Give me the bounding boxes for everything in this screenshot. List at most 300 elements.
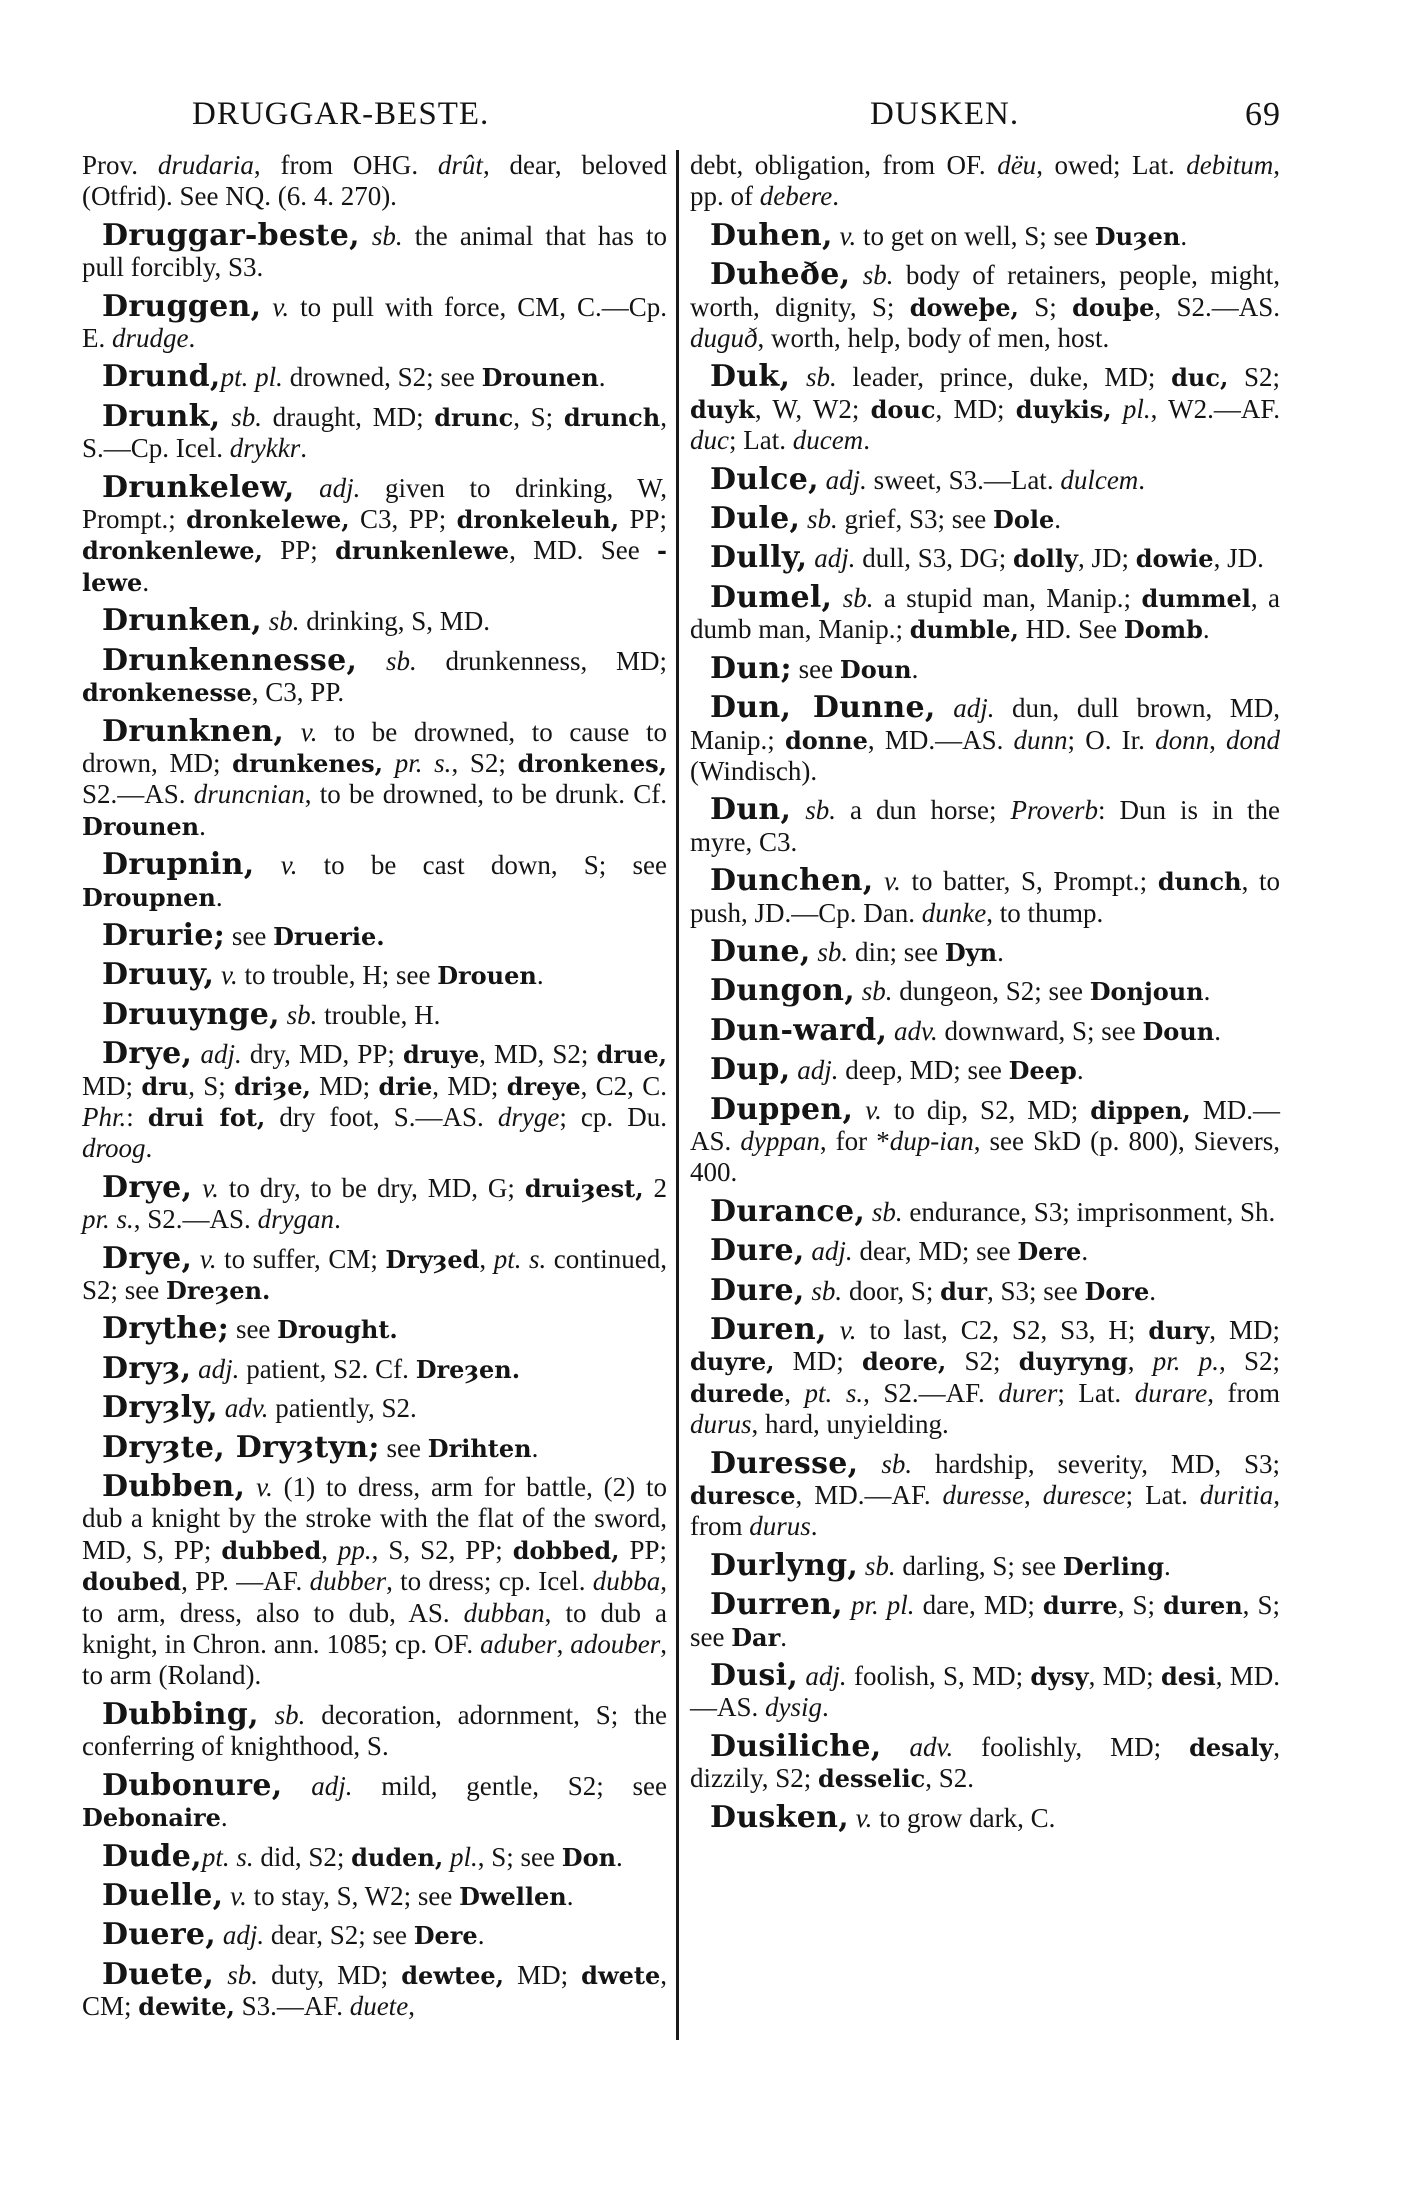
italic-text: sb. (274, 1699, 306, 1730)
dictionary-entry (690, 361, 1280, 456)
dictionary-entry (690, 1728, 1280, 1795)
italic-text: durer (998, 1377, 1058, 1408)
entry-text: see (225, 920, 274, 951)
entry-text: decoration, adornment, S; the conferring of knighthood, S. (82, 1699, 668, 1762)
entry-text: , for * (819, 1125, 890, 1156)
entry-text: , S; (1117, 1590, 1164, 1621)
entry-text (192, 1244, 200, 1274)
bold-form: Droupnen (82, 882, 216, 912)
entry-text: . (1180, 220, 1188, 251)
dictionary-entry (82, 605, 667, 637)
entry-text: : Dun is in the myre, C3. (690, 795, 1281, 857)
entry-text: to grow dark, C. (872, 1802, 1056, 1833)
bold-form: dobbed, (512, 1535, 620, 1565)
entry-text: , S2.—AS. (133, 1204, 258, 1235)
bold-form: duresce (690, 1481, 796, 1511)
entry-text: dear, S2; see (264, 1920, 414, 1951)
bold-form: -lewe (82, 536, 667, 597)
italic-text: dup-ian (889, 1125, 974, 1156)
dictionary-entry (690, 259, 1280, 354)
dictionary-entry (82, 1838, 667, 1874)
entry-text (858, 1449, 881, 1479)
entry-text (873, 866, 884, 896)
bold-form: Dore (1084, 1276, 1150, 1306)
headword: Druuynge, (102, 996, 280, 1032)
bold-form: dumble, (909, 615, 1019, 645)
entry-text (280, 1000, 287, 1030)
entry-text (262, 606, 269, 636)
entry-text: , to thump. (986, 897, 1104, 928)
italic-text: duguð (690, 323, 758, 354)
bold-form: Dere (413, 1921, 478, 1951)
headword: Durlyng, (710, 1547, 859, 1583)
bold-form: Doun (1142, 1016, 1215, 1046)
dictionary-entry (690, 1193, 1280, 1229)
italic-text: sb. (286, 999, 318, 1030)
entry-text: S2; (1228, 362, 1280, 393)
entry-text: a dun horse; (836, 795, 1011, 826)
headword: Dryȝte, Dryȝtyn; (102, 1429, 380, 1465)
entry-text: foolish, S, MD; (846, 1661, 1031, 1692)
bold-form: dubbed (221, 1535, 322, 1565)
dictionary-entry (82, 1767, 668, 1834)
headword: Dryȝ, (102, 1350, 192, 1386)
bold-form: Dere (1017, 1237, 1082, 1267)
dictionary-entry (690, 1012, 1280, 1048)
entry-text: . (1138, 464, 1146, 495)
bold-form: Donjoun (1089, 977, 1204, 1007)
italic-text: pt. s. (493, 1243, 547, 1274)
dictionary-entry (690, 1799, 1280, 1835)
entry-text: . (300, 433, 307, 464)
entry-text: dun, dull brown, MD, Manip.; (690, 693, 1281, 755)
entry-text: , hard, unyielding. (751, 1409, 949, 1440)
entry-text: debt, obligation, from OF. (690, 150, 998, 180)
italic-text: pt. s. (804, 1377, 864, 1408)
italic-text: adj. (319, 472, 361, 503)
entry-text: sweet, S3.—Lat. (866, 464, 1061, 495)
bold-form: Dreȝen. (166, 1276, 271, 1305)
entry-text (284, 717, 301, 747)
bold-form: Dar (731, 1622, 781, 1652)
bold-form: Duȝen (1094, 221, 1181, 251)
bold-form: Drihten (427, 1433, 532, 1463)
entry-text: , to push, JD.—Cp. Dan. (690, 866, 1280, 928)
entry-text: . (1149, 1275, 1156, 1306)
bold-form: duyryng (1018, 1347, 1128, 1377)
bold-form: duykis, (1015, 394, 1112, 424)
italic-text: sb. (371, 220, 403, 251)
entry-text: , see SkD (p. 800), Sievers, 400. (690, 1125, 1281, 1188)
italic-text: pp. (337, 1534, 372, 1565)
italic-text: pr. pl. (850, 1590, 915, 1621)
entry-text: PP; (262, 535, 336, 566)
bold-form: drunkenlewe (335, 536, 510, 566)
entry-text: given to drinking, W, Prompt.; (82, 472, 668, 535)
bold-form: dur (940, 1276, 987, 1306)
entry-text: . (1076, 1055, 1084, 1086)
headword: Durance, (710, 1193, 866, 1229)
entry-text: drowned, S2; see (282, 362, 482, 393)
italic-text: adj. (953, 693, 995, 724)
bold-form: Dryȝed (385, 1244, 480, 1274)
dictionary-entry (690, 1054, 1280, 1086)
italic-text: adj. (222, 1920, 265, 1951)
entry-text (254, 850, 280, 880)
italic-text: v. (221, 960, 238, 991)
entry-text: PP; (619, 1534, 667, 1565)
bold-form: Drought. (277, 1315, 398, 1345)
bold-form: doubed (82, 1567, 182, 1597)
entry-text: , to dress; cp. Icel. (386, 1566, 593, 1597)
entry-text: dry foot, S.—AS. (265, 1101, 498, 1132)
italic-text: v. (300, 716, 318, 747)
italic-text: adouber (570, 1629, 661, 1660)
headword: Durren, (710, 1587, 843, 1623)
entry-text: (Windisch). (690, 755, 818, 786)
entry-text (245, 1472, 256, 1502)
entry-text: , to arm, dress, also to dub, AS. (82, 1566, 667, 1628)
dictionary-entry (690, 503, 1280, 535)
entry-text: . (145, 1133, 153, 1164)
italic-text: sb. (807, 504, 838, 535)
entry-text: see (229, 1314, 278, 1345)
italic-text: v. (855, 1802, 873, 1833)
entry-text: patient, S2. Cf. (239, 1353, 416, 1384)
headword: Drunkelew, (102, 469, 295, 505)
headword: Dully, (710, 540, 808, 576)
running-head-left: DRUGGAR-BESTE. (192, 96, 490, 132)
dictionary-entry (82, 1471, 667, 1692)
entry-text (855, 976, 862, 1006)
entry-text (800, 504, 807, 534)
entry-text (850, 260, 862, 290)
dictionary-entry (690, 1314, 1280, 1441)
italic-text: adj. (805, 1661, 847, 1692)
italic-text: dyppan (740, 1125, 820, 1156)
entry-text: ; Lat. (728, 425, 793, 456)
headword: Dulce, (710, 461, 819, 497)
bold-form: drui fot, (147, 1102, 266, 1132)
headword: Druggen, (102, 288, 262, 324)
entry-text: . (1202, 614, 1210, 645)
entry-text: , dizzily, S2; (690, 1731, 1280, 1794)
entry-text: S; (1018, 291, 1073, 322)
entry-text: , from OHG. (253, 150, 438, 180)
entry-text: . (215, 881, 223, 912)
bold-form: duyre, (690, 1347, 775, 1377)
italic-text: adj. (825, 464, 867, 495)
italic-text: v. (202, 1172, 219, 1203)
dictionary-entry (82, 849, 667, 913)
entry-text: , W, W2; (754, 393, 871, 424)
dictionary-entry (82, 959, 667, 991)
entry-text: , JD. (1213, 543, 1264, 574)
entry-text (865, 1197, 872, 1227)
dictionary-entry (690, 1589, 1280, 1653)
italic-text: donn (1155, 724, 1210, 755)
entry-text: S2; (946, 1346, 1019, 1377)
italic-text: sb. (227, 1959, 258, 1990)
bold-form: durre (1042, 1591, 1118, 1621)
entry-text: . (1054, 504, 1061, 535)
entry-text: dry, MD, PP; (241, 1039, 403, 1070)
bold-form: Derling (1062, 1551, 1165, 1581)
entry-text: . (477, 1920, 485, 1951)
italic-text: droog (82, 1133, 146, 1164)
dictionary-entry (82, 217, 667, 284)
headword: Druuy, (102, 957, 215, 993)
entry-text: , to arm (Roland). (82, 1629, 668, 1691)
entry-text: MD; (774, 1346, 862, 1377)
italic-text: adv. (894, 1015, 938, 1046)
entry-text: , S; see (477, 1841, 562, 1872)
headword: Drupnin, (102, 847, 255, 883)
entry-text (282, 1771, 311, 1801)
headword: Dryȝly, (102, 1390, 218, 1426)
entry-text: mild, gentle, S2; see (352, 1770, 668, 1801)
entry-text: , dear, beloved (Otfrid). See NQ. (6. 4. 270). (82, 150, 667, 212)
entry-text: , MD.—AS. (867, 724, 1014, 755)
right-column (690, 150, 1280, 1841)
bold-form: dysy (1030, 1662, 1089, 1692)
dictionary-entry (82, 1429, 667, 1465)
dictionary-entry (82, 1313, 667, 1345)
entry-text: . (810, 1511, 818, 1542)
italic-text: durare (1134, 1377, 1208, 1408)
entry-text: C3, PP; (349, 504, 457, 535)
dictionary-entry (690, 650, 1280, 686)
italic-text: dunke (921, 897, 987, 928)
italic-text: sb. (805, 362, 837, 393)
dictionary-entry (82, 642, 667, 709)
entry-text: , S2. (925, 1763, 974, 1794)
italic-text: drudge (112, 323, 189, 354)
entry-text (936, 693, 954, 723)
entry-text: , worth, help, body of men, host. (757, 323, 1110, 354)
dictionary-entry (82, 1956, 667, 2023)
entry-text: , (1127, 1346, 1153, 1377)
dictionary-entry (690, 579, 1281, 646)
bold-form: dummel (1141, 583, 1251, 613)
entry-text: MD; (310, 1070, 379, 1101)
headword: Dun, (710, 792, 792, 828)
dictionary-entry (690, 461, 1280, 497)
entry-text: , to be drowned, to be drunk. Cf. (304, 779, 668, 810)
entry-text: to get on well, S; see (856, 220, 1095, 251)
headword: Dusken, (710, 1799, 849, 1835)
entry-text: dare, MD; (914, 1590, 1043, 1621)
dictionary-entry (690, 692, 1280, 787)
headword: Duelle, (102, 1877, 224, 1913)
headword: Dure, (710, 1272, 805, 1308)
entry-text: MD; (82, 1070, 142, 1101)
entry-text: to suffer, CM; (216, 1243, 386, 1274)
entry-text: , (556, 1629, 571, 1660)
bold-form: Druerie. (273, 921, 385, 951)
entry-text (827, 1315, 840, 1345)
italic-text: v. (839, 1315, 857, 1345)
italic-text: duc (690, 425, 729, 456)
entry-text: the animal that has to pull forcibly, S3. (82, 220, 667, 283)
entry-text (790, 362, 806, 392)
entry-text: , S3; see (987, 1275, 1085, 1306)
entry-text: . (199, 810, 206, 841)
dictionary-entry (82, 996, 667, 1032)
italic-text: durus (690, 1409, 752, 1440)
entry-text: , to dub a knight, in Chron. ann. 1085; cp. OF. (82, 1597, 667, 1660)
italic-text: sb. (881, 1448, 913, 1479)
entry-text: door, S; (842, 1275, 941, 1306)
headword: Dun; (710, 650, 792, 686)
entry-text: , S; (188, 1070, 235, 1101)
italic-text: sb. (862, 260, 894, 291)
italic-text: v. (280, 850, 298, 881)
bold-form: dunch (1157, 867, 1242, 897)
bold-form: dronkeleuh, (456, 505, 620, 535)
entry-text: , S2.—AF. (863, 1377, 999, 1408)
entry-text: continued, S2; see (82, 1243, 668, 1305)
bold-form: Dwellen (459, 1881, 567, 1911)
italic-text: dysig (765, 1692, 823, 1723)
headword: Dude, (102, 1838, 202, 1874)
italic-text: pr. s. (82, 1204, 134, 1235)
entry-text: to batter, S, Prompt.; (900, 866, 1158, 897)
bold-form: dronkenesse (82, 678, 252, 708)
entry-text: , S, S2, PP; (371, 1534, 513, 1565)
entry-text: HD. See (1018, 614, 1124, 645)
italic-text: v. (865, 1094, 882, 1125)
italic-text: dubba (592, 1566, 661, 1597)
italic-text: adv. (224, 1393, 269, 1424)
entry-text: , (1024, 1480, 1043, 1511)
bold-form: douc (870, 394, 936, 424)
italic-text: pr. s. (394, 747, 452, 778)
entry-text: , (408, 1991, 415, 2022)
italic-text: v. (199, 1243, 217, 1274)
headword: Drunknen, (102, 713, 285, 749)
entry-text: din; see (848, 936, 945, 967)
entry-text: , MD; (935, 393, 1016, 424)
dictionary-entry (690, 794, 1280, 858)
italic-text: drygan (257, 1204, 335, 1235)
entry-text: . (1214, 1015, 1221, 1046)
italic-text: adj. (811, 1236, 853, 1267)
italic-text: sb. (871, 1196, 903, 1227)
entry-text: , a dumb man, Manip.; (690, 582, 1281, 645)
entry-text: . (566, 1880, 574, 1911)
italic-text: sb. (268, 606, 300, 637)
italic-text: duete (349, 1991, 409, 2022)
italic-text: Phr. (82, 1101, 127, 1132)
italic-text: druncnian (193, 779, 305, 810)
entry-text: dull, S3, DG; (855, 543, 1013, 574)
entry-text (833, 221, 840, 251)
headword: Dubben, (102, 1469, 246, 1505)
entry-text (1112, 394, 1123, 424)
entry-text (214, 960, 221, 990)
bold-form: Don (561, 1842, 617, 1872)
entry-text: . (997, 936, 1004, 967)
bold-form: drunch (563, 402, 661, 432)
entry-text (357, 646, 386, 676)
headword: Duppen, (710, 1091, 854, 1127)
entry-text: to dry, to be dry, MD, G; (218, 1172, 525, 1203)
entry-text: a stupid man, Manip.; (873, 582, 1142, 613)
bold-form: Drounen (82, 811, 200, 841)
entry-text: endurance, S3; imprisonment, Sh. (902, 1196, 1276, 1227)
headword: Dure, (710, 1233, 805, 1269)
entry-text: , MD, S2; (479, 1039, 597, 1070)
entry-text: ; O. Ir. (1067, 724, 1156, 755)
entry-text: . (1203, 976, 1211, 1007)
italic-text: sb. (817, 936, 849, 967)
entry-text: . (1164, 1550, 1171, 1581)
entry-text: to dip, S2, MD; (881, 1094, 1091, 1125)
italic-text: drykkr (229, 433, 301, 464)
entry-text: , S2; (1218, 1346, 1280, 1377)
entry-text: S3.—AF. (234, 1991, 350, 2022)
entry-text: draught, MD; (261, 401, 435, 432)
bold-form: dury (1148, 1316, 1210, 1345)
entry-text: . (220, 1802, 228, 1833)
bold-form: driȝe, (234, 1071, 311, 1101)
bold-form: Doun (839, 654, 912, 684)
bold-form: drunkenes, (232, 748, 383, 778)
headword: Dusiliche, (710, 1728, 882, 1764)
entry-text: to trouble, H; see (237, 960, 438, 991)
entry-text: grief, S3; see (837, 504, 993, 535)
italic-text: duritia (1199, 1480, 1274, 1511)
column-divider (676, 150, 679, 2040)
entry-text: S2.—AS. (82, 779, 194, 810)
italic-text: dubban (463, 1597, 545, 1628)
dictionary-entry (690, 1272, 1280, 1308)
entry-text: , from (690, 1480, 1281, 1542)
entry-text: deep, MD; see (838, 1055, 1009, 1086)
running-head-right: DUSKEN. (870, 96, 1020, 132)
entry-text: , S.—Cp. Icel. (82, 401, 667, 464)
entry-text (849, 1803, 856, 1833)
bold-form: dronkenes, (517, 748, 667, 778)
headword: Dup, (710, 1052, 791, 1088)
entry-text: , CM; (82, 1959, 667, 2022)
headword: Dubbing, (102, 1696, 259, 1732)
dictionary-entry (82, 713, 668, 843)
entry-text: MD; (503, 1959, 582, 1990)
bold-form: dewtee, (401, 1960, 504, 1990)
italic-text: drudaria (157, 150, 254, 180)
headword: Duete, (102, 1956, 215, 1992)
entry-text: to pull with force, CM, C.—Cp. E. (82, 291, 668, 354)
dictionary-entry (690, 1091, 1281, 1189)
bold-form: dippen, (1090, 1095, 1191, 1125)
entry-text: . (598, 362, 606, 393)
dictionary-entry (690, 975, 1280, 1007)
entry-text: . (536, 960, 544, 991)
entry-text: . (822, 1692, 829, 1723)
entry-text: patiently, S2. (268, 1393, 417, 1424)
bold-form: Deep (1008, 1056, 1077, 1086)
entry-text (882, 1732, 910, 1762)
headword: Druggar-beste, (102, 217, 360, 253)
entry-text: 2 (643, 1172, 668, 1203)
entry-text: . (142, 566, 150, 597)
entry-text: (1) to dress, arm for battle, (2) to dub a knight by the stroke with the flat of the sword, MD, S, PP; (82, 1472, 668, 1565)
italic-text: duresse (942, 1480, 1025, 1511)
entry-text (843, 1590, 851, 1620)
italic-text: sb. (861, 976, 893, 1007)
